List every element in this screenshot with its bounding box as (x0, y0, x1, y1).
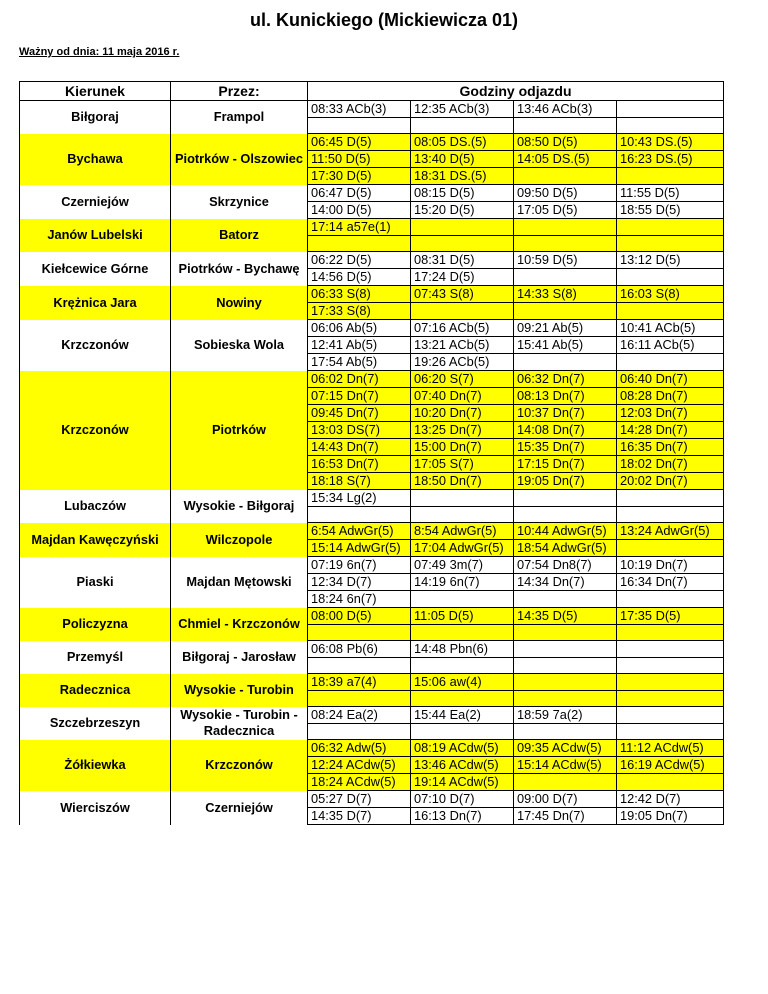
departure-time (514, 774, 617, 791)
departure-time: 18:24 ACdw(5) (308, 774, 411, 791)
departure-time (617, 540, 724, 557)
timetable-row (20, 219, 724, 236)
via-cell: Piotrków (171, 371, 308, 490)
departure-time: 09:50 D(5) (514, 185, 617, 202)
departure-time: 13:12 D(5) (617, 252, 724, 269)
departure-time: 12:41 Ab(5) (308, 337, 411, 354)
departure-time: 15:44 Ea(2) (411, 707, 514, 724)
departure-time: 07:15 Dn(7) (308, 388, 411, 405)
timetable-row (20, 101, 724, 118)
via-cell: Piotrków - Olszowiec (171, 134, 308, 185)
departure-time: 19:05 Dn(7) (514, 473, 617, 490)
direction-cell: Krężnica Jara (20, 286, 171, 320)
departure-time (308, 507, 411, 523)
departure-time: 07:10 D(7) (411, 791, 514, 808)
departure-time: 07:43 S(8) (411, 286, 514, 303)
departure-time: 11:12 ACdw(5) (617, 740, 724, 757)
departure-time (514, 236, 617, 252)
departure-time (514, 354, 617, 371)
departure-time: 13:46 ACdw(5) (411, 757, 514, 774)
departure-time (617, 691, 724, 707)
departure-time: 11:55 D(5) (617, 185, 724, 202)
departure-time: 8:54 AdwGr(5) (411, 523, 514, 540)
timetable-row (20, 707, 724, 724)
departure-time (617, 625, 724, 641)
departure-time: 08:00 D(5) (308, 608, 411, 625)
departure-time: 13:46 ACb(3) (514, 101, 617, 118)
direction-cell: Szczebrzeszyn (20, 707, 171, 740)
direction-cell: Czerniejów (20, 185, 171, 219)
departure-time (411, 658, 514, 674)
via-cell: Sobieska Wola (171, 320, 308, 371)
departure-time (411, 591, 514, 608)
direction-cell: Krzczonów (20, 320, 171, 371)
departure-time: 14:33 S(8) (514, 286, 617, 303)
departure-time: 6:54 AdwGr(5) (308, 523, 411, 540)
direction-cell: Bychawa (20, 134, 171, 185)
departure-time: 17:54 Ab(5) (308, 354, 411, 371)
via-line: Wysokie - Turobin - (180, 707, 298, 722)
departure-time: 07:54 Dn8(7) (514, 557, 617, 574)
departure-time: 16:13 Dn(7) (411, 808, 514, 825)
departure-time: 14:56 D(5) (308, 269, 411, 286)
timetable-row (20, 371, 724, 388)
direction-cell: Krzczonów (20, 371, 171, 490)
via-cell: Wysokie - Biłgoraj (171, 490, 308, 523)
departure-time: 15:35 Dn(7) (514, 439, 617, 456)
via-cell: Wysokie - Turobin (171, 674, 308, 707)
departure-time: 08:19 ACdw(5) (411, 740, 514, 757)
departure-time (514, 674, 617, 691)
via-line: Radecznica (203, 723, 275, 738)
departure-time: 18:02 Dn(7) (617, 456, 724, 473)
departure-time: 16:35 Dn(7) (617, 439, 724, 456)
departure-time (411, 724, 514, 740)
departure-time: 06:06 Ab(5) (308, 320, 411, 337)
departure-time (514, 691, 617, 707)
departure-time: 15:06 aw(4) (411, 674, 514, 691)
departure-time: 05:27 D(7) (308, 791, 411, 808)
departure-time: 16:53 Dn(7) (308, 456, 411, 473)
departure-time: 17:33 S(8) (308, 303, 411, 320)
departure-time (617, 658, 724, 674)
departure-time (514, 591, 617, 608)
departure-time (617, 724, 724, 740)
departure-time: 10:19 Dn(7) (617, 557, 724, 574)
departure-time: 11:05 D(5) (411, 608, 514, 625)
timetable-row (20, 320, 724, 337)
departure-time: 08:31 D(5) (411, 252, 514, 269)
departure-time: 14:00 D(5) (308, 202, 411, 219)
departure-time: 12:03 Dn(7) (617, 405, 724, 422)
timetable-row (20, 641, 724, 658)
departure-time (617, 168, 724, 185)
timetable-row (20, 490, 724, 507)
departure-time: 07:49 3m(7) (411, 557, 514, 574)
direction-cell: Kiełcewice Górne (20, 252, 171, 286)
departure-time: 17:05 D(5) (514, 202, 617, 219)
departure-time (514, 303, 617, 320)
via-cell: Czerniejów (171, 791, 308, 825)
departure-time: 06:08 Pb(6) (308, 641, 411, 658)
departure-time (411, 118, 514, 134)
departure-time (308, 625, 411, 641)
departure-time: 07:40 Dn(7) (411, 388, 514, 405)
direction-cell: Piaski (20, 557, 171, 608)
departure-time: 15:34 Lg(2) (308, 490, 411, 507)
timetable (19, 81, 724, 825)
timetable-row (20, 134, 724, 151)
departure-time: 19:14 ACdw(5) (411, 774, 514, 791)
departure-time (514, 490, 617, 507)
departure-time (411, 236, 514, 252)
via-cell: Piotrków - Bychawę (171, 252, 308, 286)
direction-cell: Żółkiewka (20, 740, 171, 791)
timetable-row (20, 185, 724, 202)
departure-time (617, 507, 724, 523)
departure-time: 12:24 ACdw(5) (308, 757, 411, 774)
departure-time (308, 691, 411, 707)
departure-time (411, 625, 514, 641)
direction-cell: Radecznica (20, 674, 171, 707)
direction-cell: Majdan Kawęczyński (20, 523, 171, 557)
page-title: ul. Kunickiego (Mickiewicza 01) (249, 10, 519, 30)
departure-time: 14:05 DS.(5) (514, 151, 617, 168)
departure-time: 14:08 Dn(7) (514, 422, 617, 439)
departure-time (617, 118, 724, 134)
departure-time: 17:05 S(7) (411, 456, 514, 473)
departure-time (411, 507, 514, 523)
departure-time: 15:14 AdwGr(5) (308, 540, 411, 557)
departure-time: 14:19 6n(7) (411, 574, 514, 591)
departure-time (514, 269, 617, 286)
departure-time: 15:14 ACdw(5) (514, 757, 617, 774)
via-cell: Chmiel - Krzczonów (171, 608, 308, 641)
departure-time: 18:31 DS.(5) (411, 168, 514, 185)
departure-time (514, 118, 617, 134)
departure-time: 17:35 D(5) (617, 608, 724, 625)
departure-time: 12:42 D(7) (617, 791, 724, 808)
timetable-row (20, 557, 724, 574)
departure-time: 08:13 Dn(7) (514, 388, 617, 405)
departure-time: 14:28 Dn(7) (617, 422, 724, 439)
departure-time: 18:18 S(7) (308, 473, 411, 490)
departure-time: 19:05 Dn(7) (617, 808, 724, 825)
departure-time (617, 354, 724, 371)
departure-time: 08:33 ACb(3) (308, 101, 411, 118)
validity-date: Ważny od dnia: 11 maja 2016 r. (19, 46, 180, 58)
timetable-row (20, 252, 724, 269)
departure-time: 10:41 ACb(5) (617, 320, 724, 337)
direction-cell: Janów Lubelski (20, 219, 171, 252)
departure-time: 12:34 D(7) (308, 574, 411, 591)
departure-time: 16:03 S(8) (617, 286, 724, 303)
departure-time: 18:24 6n(7) (308, 591, 411, 608)
departure-time: 10:44 AdwGr(5) (514, 523, 617, 540)
departure-time: 13:40 D(5) (411, 151, 514, 168)
departure-time: 06:40 Dn(7) (617, 371, 724, 388)
timetable-row (20, 286, 724, 303)
departure-time: 18:50 Dn(7) (411, 473, 514, 490)
via-cell: Batorz (171, 219, 308, 252)
departure-time (617, 707, 724, 724)
departure-time: 15:00 Dn(7) (411, 439, 514, 456)
departure-time (308, 118, 411, 134)
departure-time (617, 591, 724, 608)
direction-cell: Wierciszów (20, 791, 171, 825)
departure-time (617, 490, 724, 507)
departure-time: 12:35 ACb(3) (411, 101, 514, 118)
departure-time (617, 101, 724, 118)
departure-time: 17:14 a57e(1) (308, 219, 411, 236)
departure-time: 10:37 Dn(7) (514, 405, 617, 422)
departure-time: 18:39 a7(4) (308, 674, 411, 691)
departure-time: 09:21 Ab(5) (514, 320, 617, 337)
departure-time: 16:34 Dn(7) (617, 574, 724, 591)
departure-time (411, 490, 514, 507)
departure-time (308, 658, 411, 674)
departure-time (617, 641, 724, 658)
departure-time: 07:19 6n(7) (308, 557, 411, 574)
departure-time: 15:41 Ab(5) (514, 337, 617, 354)
departure-time: 06:45 D(5) (308, 134, 411, 151)
departure-time: 18:55 D(5) (617, 202, 724, 219)
departure-time: 17:45 Dn(7) (514, 808, 617, 825)
departure-time: 06:32 Adw(5) (308, 740, 411, 757)
departure-time: 17:15 Dn(7) (514, 456, 617, 473)
departure-time: 06:02 Dn(7) (308, 371, 411, 388)
departure-time: 14:35 D(5) (514, 608, 617, 625)
departure-time: 06:47 D(5) (308, 185, 411, 202)
departure-time: 06:32 Dn(7) (514, 371, 617, 388)
departure-time: 17:04 AdwGr(5) (411, 540, 514, 557)
departure-time (617, 236, 724, 252)
header-przez: Przez: (171, 82, 308, 101)
departure-time: 18:59 7a(2) (514, 707, 617, 724)
departure-time (617, 303, 724, 320)
departure-time: 20:02 Dn(7) (617, 473, 724, 490)
departure-time: 19:26 ACb(5) (411, 354, 514, 371)
departure-time: 07:16 ACb(5) (411, 320, 514, 337)
departure-time (308, 236, 411, 252)
departure-time: 14:34 Dn(7) (514, 574, 617, 591)
via-cell: Krzczonów (171, 740, 308, 791)
departure-time (617, 269, 724, 286)
departure-time: 13:24 AdwGr(5) (617, 523, 724, 540)
departure-time (617, 774, 724, 791)
departure-time: 09:45 Dn(7) (308, 405, 411, 422)
via-cell: Majdan Mętowski (171, 557, 308, 608)
via-cell: Frampol (171, 101, 308, 134)
timetable-row (20, 608, 724, 625)
departure-time: 06:22 D(5) (308, 252, 411, 269)
via-cell: Nowiny (171, 286, 308, 320)
departure-time: 16:19 ACdw(5) (617, 757, 724, 774)
departure-time: 17:30 D(5) (308, 168, 411, 185)
departure-time: 06:20 S(7) (411, 371, 514, 388)
departure-time: 11:50 D(5) (308, 151, 411, 168)
departure-time: 14:43 Dn(7) (308, 439, 411, 456)
departure-time: 13:21 ACb(5) (411, 337, 514, 354)
via-cell (171, 707, 308, 740)
departure-time (514, 658, 617, 674)
via-cell: Skrzynice (171, 185, 308, 219)
header-row (20, 82, 724, 101)
departure-time: 10:59 D(5) (514, 252, 617, 269)
departure-time (514, 507, 617, 523)
departure-time (617, 674, 724, 691)
departure-time (411, 691, 514, 707)
timetable-row (20, 674, 724, 691)
timetable-row (20, 791, 724, 808)
header-godziny: Godziny odjazdu (308, 82, 724, 101)
timetable-row (20, 523, 724, 540)
departure-time (411, 219, 514, 236)
via-cell: Wilczopole (171, 523, 308, 557)
departure-time: 13:25 Dn(7) (411, 422, 514, 439)
departure-time (514, 168, 617, 185)
departure-time: 17:24 D(5) (411, 269, 514, 286)
departure-time: 08:05 DS.(5) (411, 134, 514, 151)
departure-time: 14:35 D(7) (308, 808, 411, 825)
direction-cell: Przemyśl (20, 641, 171, 674)
departure-time: 08:50 D(5) (514, 134, 617, 151)
via-cell: Biłgoraj - Jarosław (171, 641, 308, 674)
departure-time: 16:23 DS.(5) (617, 151, 724, 168)
direction-cell: Biłgoraj (20, 101, 171, 134)
departure-time: 09:00 D(7) (514, 791, 617, 808)
departure-time: 18:54 AdwGr(5) (514, 540, 617, 557)
departure-time: 08:28 Dn(7) (617, 388, 724, 405)
departure-time: 08:24 Ea(2) (308, 707, 411, 724)
departure-time (514, 625, 617, 641)
direction-cell: Lubaczów (20, 490, 171, 523)
departure-time: 06:33 S(8) (308, 286, 411, 303)
departure-time (514, 724, 617, 740)
departure-time: 16:11 ACb(5) (617, 337, 724, 354)
departure-time: 14:48 Pbn(6) (411, 641, 514, 658)
departure-time (411, 303, 514, 320)
departure-time (514, 641, 617, 658)
departure-time (308, 724, 411, 740)
departure-time: 10:43 DS.(5) (617, 134, 724, 151)
departure-time: 09:35 ACdw(5) (514, 740, 617, 757)
timetable-row (20, 740, 724, 757)
departure-time (514, 219, 617, 236)
departure-time: 10:20 Dn(7) (411, 405, 514, 422)
departure-time (617, 219, 724, 236)
header-kierunek: Kierunek (20, 82, 171, 101)
departure-time: 15:20 D(5) (411, 202, 514, 219)
direction-cell: Policzyzna (20, 608, 171, 641)
departure-time: 13:03 DS(7) (308, 422, 411, 439)
departure-time: 08:15 D(5) (411, 185, 514, 202)
